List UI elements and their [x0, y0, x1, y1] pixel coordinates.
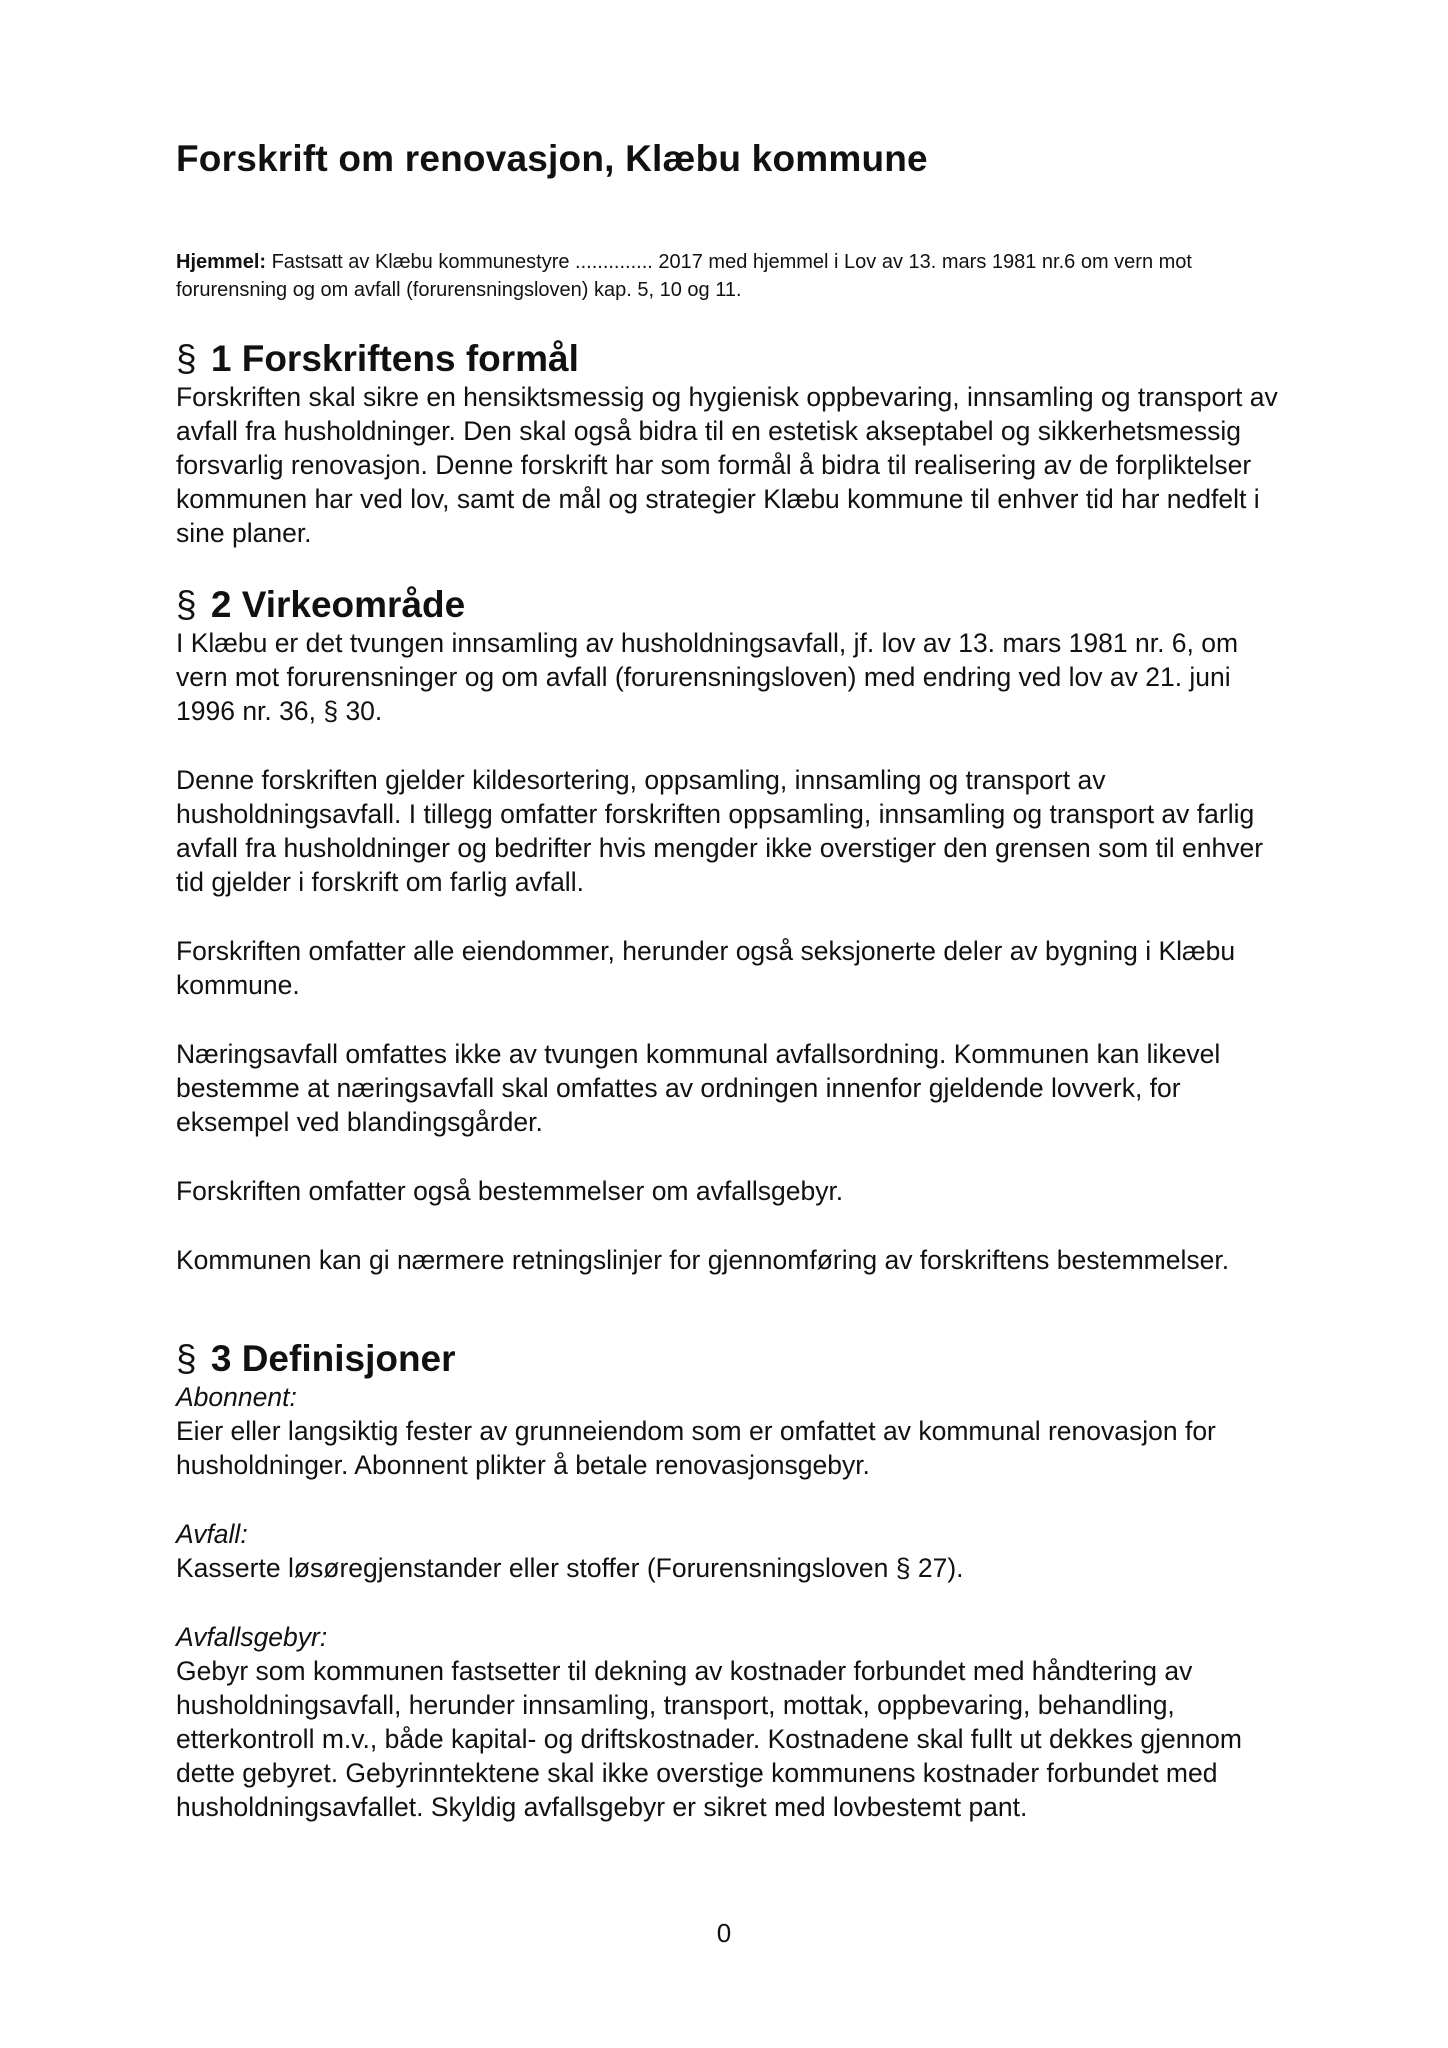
section-2-paragraph-6: Kommunen kan gi nærmere retningslinjer for gjennomføring av forskriftens bestemmelser.: [176, 1245, 1230, 1275]
section-symbol: §: [176, 1338, 197, 1379]
section-2-paragraph-5: Forskriften omfatter også bestemmelser om avfallsgebyr.: [176, 1176, 844, 1206]
definition-term: Abonnent:: [176, 1382, 297, 1412]
legal-basis-label: Hjemmel:: [176, 251, 267, 273]
section-2-heading: [176, 584, 1286, 626]
definition-text: Gebyr som kommunen fastsetter til dekning av kostnader forbundet med håndtering av husholdningsavfall, herunder innsamling, transport, mottak, oppbevaring, behandling, etterkontroll m.v., både kapital- og driftskostnader. Kostnadene skal fullt ut dekkes gjennom dette gebyret. Gebyrinntektene skal ikke overstige kommunens kostnader forbundet med husholdningsavfallet. Skyldig avfallsgebyr er sikret med lovbestemt pant.: [176, 1656, 1242, 1822]
section-2-paragraph-4: Næringsavfall omfattes ikke av tvungen kommunal avfallsordning. Kommunen kan likevel bestemme at næringsavfall skal omfattes av ordningen innenfor gjeldende lovverk, for eksempel ved blandingsgårder.: [176, 1039, 1221, 1137]
section-1-heading: [176, 338, 1286, 380]
section-3-heading: [176, 1338, 1286, 1380]
section-2-paragraph-2: Denne forskriften gjelder kildesortering, oppsamling, innsamling og transport av husholdningsavfall. I tillegg omfatter forskriften oppsamling, innsamling og transport av farlig avfall fra husholdninger og bedrifter hvis mengder ikke overstiger den grensen som til enhver tid gjelder i forskrift om farlig avfall.: [176, 765, 1264, 897]
document-title: Forskrift om renovasjon, Klæbu kommune: [176, 138, 928, 179]
section-2: [176, 584, 1286, 1277]
section-3-title: 3 Definisjoner: [200, 1338, 456, 1379]
definition-term: Avfall:: [176, 1519, 248, 1549]
definition-term: Avfallsgebyr:: [176, 1622, 328, 1652]
section-1-paragraph-1: Forskriften skal sikre en hensiktsmessig og hygienisk oppbevaring, innsamling og transport av avfall fra husholdninger. Den skal også bidra til en estetisk akseptabel og sikkerhetsmessig forsvarlig renovasjon. Denne forskrift har som formål å bidra til realisering av de forpliktelser kommunen har ved lov, samt de mål og strategier Klæbu kommune til enhver tid har nedfelt i sine planer.: [176, 382, 1278, 548]
legal-basis-text: Fastsatt av Klæbu kommunestyre .............. 2017 med hjemmel i Lov av 13. mars 1981 nr.6 om vern mot forurensning og om avfall (forurensningsloven) kap. 5, 10 og 11.: [176, 251, 1192, 301]
section-symbol: §: [176, 338, 197, 379]
section-symbol: §: [176, 584, 197, 625]
section-2-paragraph-3: Forskriften omfatter alle eiendommer, herunder også seksjonerte deler av bygning i Klæbu kommune.: [176, 936, 1236, 1000]
definition-text: Kasserte løsøregjenstander eller stoffer (Forurensningsloven § 27).: [176, 1553, 964, 1583]
section-1-title: 1 Forskriftens formål: [200, 338, 579, 379]
section-3: [176, 1338, 1286, 1824]
page-number: 0: [716, 1918, 732, 1948]
definition-text: Eier eller langsiktig fester av grunneiendom som er omfattet av kommunal renovasjon for husholdninger. Abonnent plikter å betale renovasjonsgebyr.: [176, 1416, 1216, 1480]
legal-basis: [176, 248, 1286, 304]
section-2-title: 2 Virkeområde: [200, 584, 466, 625]
section-2-paragraph-1: I Klæbu er det tvungen innsamling av husholdningsavfall, jf. lov av 13. mars 1981 nr. 6, om vern mot forurensninger og om avfall (forurensningsloven) med endring ved lov av 21. juni 1996 nr. 36, § 30.: [176, 628, 1239, 726]
section-1: [176, 338, 1286, 550]
